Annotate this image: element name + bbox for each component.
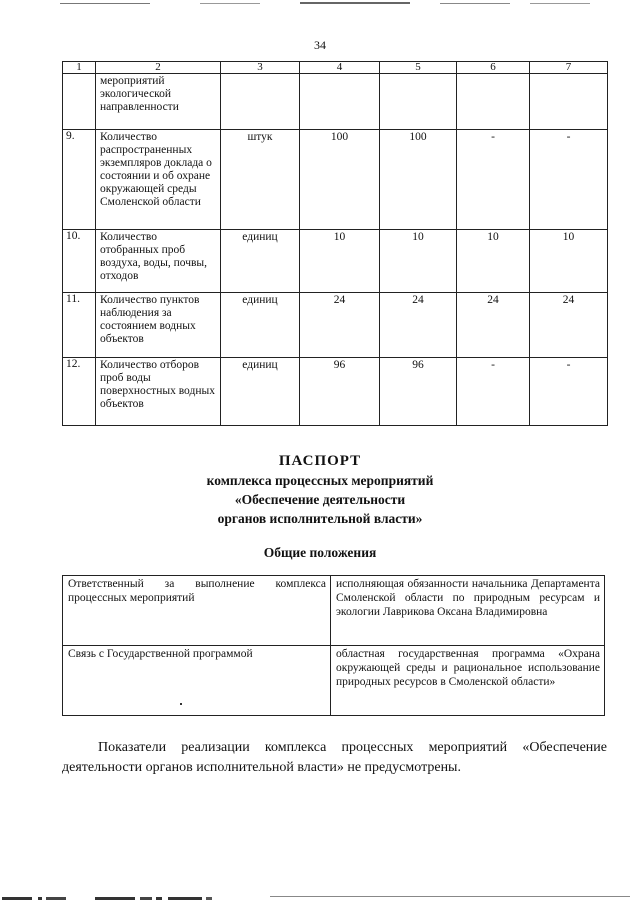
page-number: 34 [314,38,326,52]
table-row [63,230,608,293]
unit-cell: единиц [221,358,300,426]
general-provisions-table [62,575,605,716]
scan-speck [180,703,182,705]
value-cell: 24 [380,293,457,358]
scan-artifact-bottom [0,893,640,901]
header-cell: 6 [457,62,530,74]
table-row [63,576,605,646]
row-number: 10. [63,230,96,293]
row-number: 12. [63,358,96,426]
indicator-name: Количество пунктов наблюдения за состоянием водных объектов [96,293,221,358]
passport-title-block [0,451,640,528]
provision-label: Ответственный за выполнение комплекса процессных мероприятий [63,576,331,646]
row-number [63,74,96,130]
value-cell: 24 [530,293,608,358]
value-cell: 96 [380,358,457,426]
header-cell: 7 [530,62,608,74]
value-cell: 100 [300,130,380,230]
value-cell: - [457,358,530,426]
general-provisions-heading: Общие положения [263,545,377,560]
value-cell [300,74,380,130]
header-cell: 5 [380,62,457,74]
closing-paragraph: Показатели реализации комплекса процессных мероприятий «Обеспечение деятельности органов исполнительной власти» не предусмотрены. [62,740,607,775]
value-cell [530,74,608,130]
value-cell: 10 [380,230,457,293]
table-row [63,646,605,716]
value-cell: 24 [457,293,530,358]
header-cell: 2 [96,62,221,74]
unit-cell [221,74,300,130]
header-cell: 4 [300,62,380,74]
table-header-row [63,62,608,74]
row-number: 11. [63,293,96,358]
provision-value: исполняющая обязанности начальника Департамента Смоленской области по природным ресурсам и экологии Лаврикова Оксана Владимировна [331,576,605,646]
indicator-name: мероприятий экологической направленности [96,74,221,130]
value-cell: 96 [300,358,380,426]
passport-subtitle-line: «Обеспечение деятельности [234,492,406,507]
value-cell: 24 [300,293,380,358]
passport-title: ПАСПОРТ [278,453,362,469]
value-cell: - [457,130,530,230]
value-cell [457,74,530,130]
value-cell [380,74,457,130]
value-cell: 10 [457,230,530,293]
passport-subtitle-line: органов исполнительной власти» [217,511,423,526]
indicator-name: Количество отборов проб воды поверхностных водных объектов [96,358,221,426]
value-cell: 10 [300,230,380,293]
provision-label: Связь с Государственной программой [63,646,331,716]
provision-value: областная государственная программа «Охрана окружающей среды и рациональное использование природных ресурсов в Смоленской области» [331,646,605,716]
unit-cell: единиц [221,230,300,293]
indicator-name: Количество распространенных экземпляров доклада о состоянии и об охране окружающей среды Смоленской области [96,130,221,230]
table-row [63,74,608,130]
indicators-table [62,61,608,426]
unit-cell: штук [221,130,300,230]
header-cell: 3 [221,62,300,74]
scan-artifact-top [0,2,640,6]
unit-cell: единиц [221,293,300,358]
value-cell: 10 [530,230,608,293]
value-cell: 100 [380,130,457,230]
table-row [63,358,608,426]
value-cell: - [530,358,608,426]
table-row [63,293,608,358]
value-cell: - [530,130,608,230]
row-number: 9. [63,130,96,230]
header-cell: 1 [63,62,96,74]
indicator-name: Количество отобранных проб воздуха, воды, почвы, отходов [96,230,221,293]
passport-subtitle-line: комплекса процессных мероприятий [206,473,434,488]
table-row [63,130,608,230]
